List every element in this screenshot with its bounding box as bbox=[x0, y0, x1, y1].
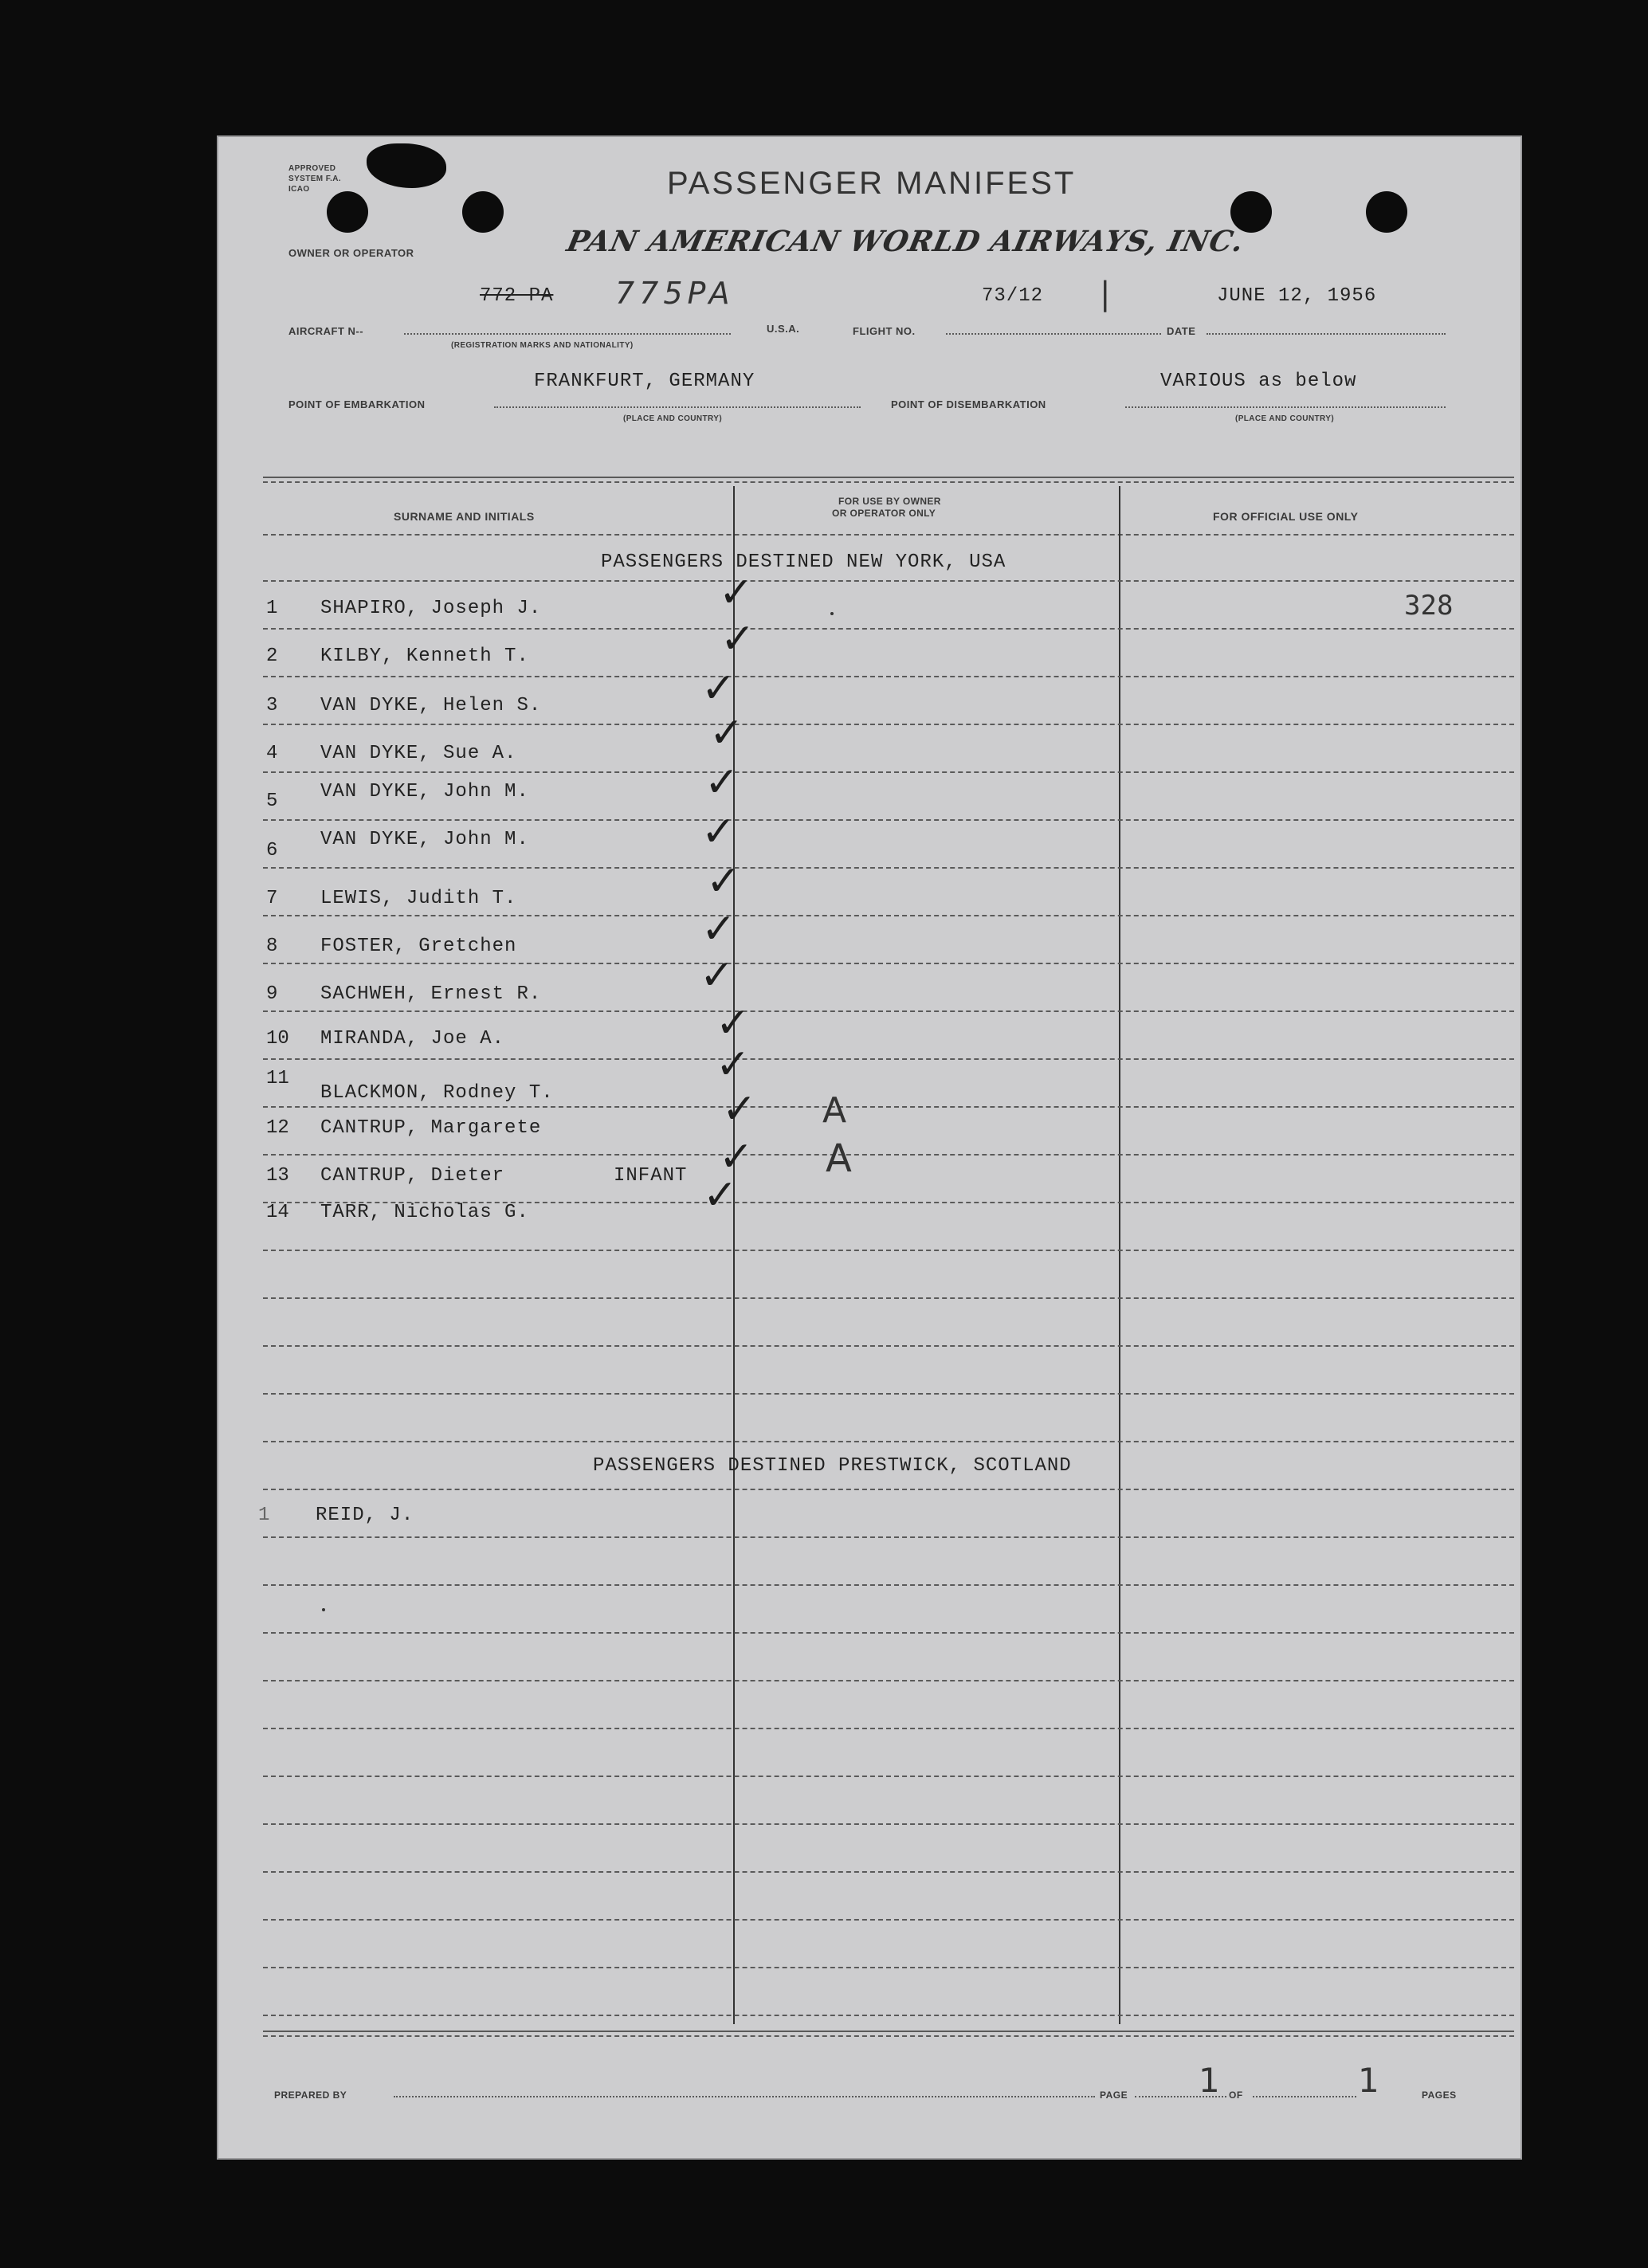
column-header-owner-use: FOR USE BY OWNER bbox=[838, 496, 941, 507]
check-mark: ✓ bbox=[719, 1133, 754, 1181]
approved-line: APPROVED bbox=[288, 164, 336, 173]
check-mark: ✓ bbox=[700, 952, 735, 999]
passenger-name: REID, J. bbox=[316, 1505, 414, 1526]
page-total: 1 bbox=[1358, 2061, 1379, 2100]
approved-line: SYSTEM F.A. bbox=[288, 175, 342, 183]
embarkation-label: POINT OF EMBARKATION bbox=[288, 398, 426, 410]
punch-hole bbox=[1366, 191, 1407, 233]
approved-line: ICAO bbox=[288, 185, 310, 194]
official-number: 328 bbox=[1404, 590, 1454, 622]
check-mark: ✓ bbox=[701, 905, 736, 953]
passenger-name: CANTRUP, Dieter bbox=[320, 1165, 505, 1187]
passenger-name: MIRANDA, Joe A. bbox=[320, 1028, 505, 1050]
check-mark: ✓ bbox=[722, 1085, 757, 1133]
aircraft-struck: 772 PA bbox=[480, 285, 554, 307]
passenger-name: VAN DYKE, John M. bbox=[320, 781, 529, 802]
check-mark: ✓ bbox=[716, 999, 751, 1047]
column-header-official: FOR OFFICIAL USE ONLY bbox=[1213, 510, 1359, 523]
owner-label: OWNER OR OPERATOR bbox=[288, 247, 414, 259]
handwritten-mark: A bbox=[822, 1090, 847, 1131]
date-label: DATE bbox=[1167, 325, 1196, 337]
section-prestwick: PASSENGERS DESTINED PRESTWICK, SCOTLAND bbox=[593, 1455, 1072, 1477]
passenger-name: SACHWEH, Ernest R. bbox=[320, 983, 542, 1005]
passenger-name: VAN DYKE, Sue A. bbox=[320, 743, 517, 764]
punch-hole bbox=[327, 191, 368, 233]
passenger-name: LEWIS, Judith T. bbox=[320, 888, 517, 909]
passenger-name: KILBY, Kenneth T. bbox=[320, 645, 529, 667]
torn-corner bbox=[367, 143, 446, 188]
passenger-name: VAN DYKE, Helen S. bbox=[320, 695, 542, 716]
of-label: OF bbox=[1229, 2089, 1243, 2101]
check-mark: ✓ bbox=[706, 857, 741, 905]
check-mark: ✓ bbox=[701, 665, 736, 712]
check-mark: ✓ bbox=[704, 759, 740, 806]
aircraft-label: AIRCRAFT N-- bbox=[288, 325, 364, 337]
passenger-name: BLACKMON, Rodney T. bbox=[320, 1082, 554, 1104]
prepared-by-label: PREPARED BY bbox=[274, 2089, 347, 2101]
form-title: PASSENGER MANIFEST bbox=[667, 166, 1077, 201]
aircraft-handwritten: 775PA bbox=[615, 276, 735, 311]
place-caption: (PLACE AND COUNTRY) bbox=[623, 414, 723, 423]
column-header-owner-use: OR OPERATOR ONLY bbox=[832, 508, 936, 519]
check-mark: ✓ bbox=[709, 709, 744, 757]
manifest-sheet: APPROVED SYSTEM F.A. ICAO PASSENGER MANIFEST OWNER OR OPERATOR PAN AMERICAN WORLD AIRWAYS, INC. 772 PA 775PA 73/12 | JUNE 12, 1956 AIRCRAFT N-- U.S.A. FLIGHT NO. DATE (REGISTRATION MARKS AND NATIONALITY) FRANKFURT, GERMANY VARIOUS as below POINT OF EMBARKATION POINT OF DISEMBARKATION (PLACE AND COUNTRY) (PLACE AND COUNTRY) SURNAME AND INITIALS FOR USE BY OWNER OR OPERATOR ONLY FOR OFFICIAL USE ONLY PASSENGERS DESTINED NEW YORK, USA 1 SHAPIRO, Joseph J. ✓ 2 KILBY, Kenneth T. ✓ 3 VAN DYKE, Helen S. ✓ 4 VAN DYKE, Sue A. ✓ 5 VAN DYKE, John M. ✓ 6 VAN DYKE, John M. ✓ 7 LEWIS, Judith T. ✓ 8 FOSTER, Gretchen ✓ 9 SACHWEH, Ernest R. ✓ 10 MIRANDA, Joe A. ✓ 11 BLACKMON, Rodney T. ✓ 12 CANTRUP, Margarete ✓ A 13 CANTRUP, Dieter INFANT ✓ A 14 TARR, Nicholas G. ✓ 328 PASSENGERS DESTINED PRESTWICK, SCOTLAND 1 REID, J. PREPARED BY PAGE 1 OF 1 PAGES bbox=[217, 135, 1522, 2160]
section-new-york: PASSENGERS DESTINED NEW YORK, USA bbox=[601, 551, 1006, 573]
operator-name: PAN AMERICAN WORLD AIRWAYS, INC. bbox=[563, 225, 1248, 258]
embarkation-value: FRANKFURT, GERMANY bbox=[534, 371, 755, 392]
disembarkation-value: VARIOUS as below bbox=[1160, 371, 1357, 392]
usa-label: U.S.A. bbox=[767, 323, 800, 335]
passenger-name: SHAPIRO, Joseph J. bbox=[320, 598, 542, 619]
handwritten-mark: A bbox=[826, 1136, 852, 1181]
infant-note: INFANT bbox=[614, 1165, 688, 1187]
page-number: 1 bbox=[1199, 2061, 1220, 2100]
place-caption: (PLACE AND COUNTRY) bbox=[1235, 414, 1335, 423]
passenger-name: TARR, Nicholas G. bbox=[320, 1202, 529, 1223]
disembarkation-label: POINT OF DISEMBARKATION bbox=[891, 398, 1046, 410]
check-mark: ✓ bbox=[719, 569, 754, 617]
flight-number: 73/12 bbox=[982, 285, 1044, 307]
pages-label: PAGES bbox=[1422, 2089, 1457, 2101]
check-mark: ✓ bbox=[703, 1171, 738, 1219]
column-header-surname: SURNAME AND INITIALS bbox=[394, 510, 535, 523]
flight-label: FLIGHT NO. bbox=[853, 325, 916, 337]
page-label: PAGE bbox=[1100, 2089, 1128, 2101]
check-mark: ✓ bbox=[720, 615, 755, 663]
check-mark: ✓ bbox=[701, 808, 736, 856]
flight-date: JUNE 12, 1956 bbox=[1217, 285, 1377, 307]
passenger-name: CANTRUP, Margarete bbox=[320, 1117, 542, 1139]
passenger-name: FOSTER, Gretchen bbox=[320, 936, 517, 957]
registration-caption: (REGISTRATION MARKS AND NATIONALITY) bbox=[451, 341, 634, 350]
passenger-name: VAN DYKE, John M. bbox=[320, 829, 529, 850]
check-mark: ✓ bbox=[716, 1041, 751, 1089]
punch-hole bbox=[462, 191, 504, 233]
